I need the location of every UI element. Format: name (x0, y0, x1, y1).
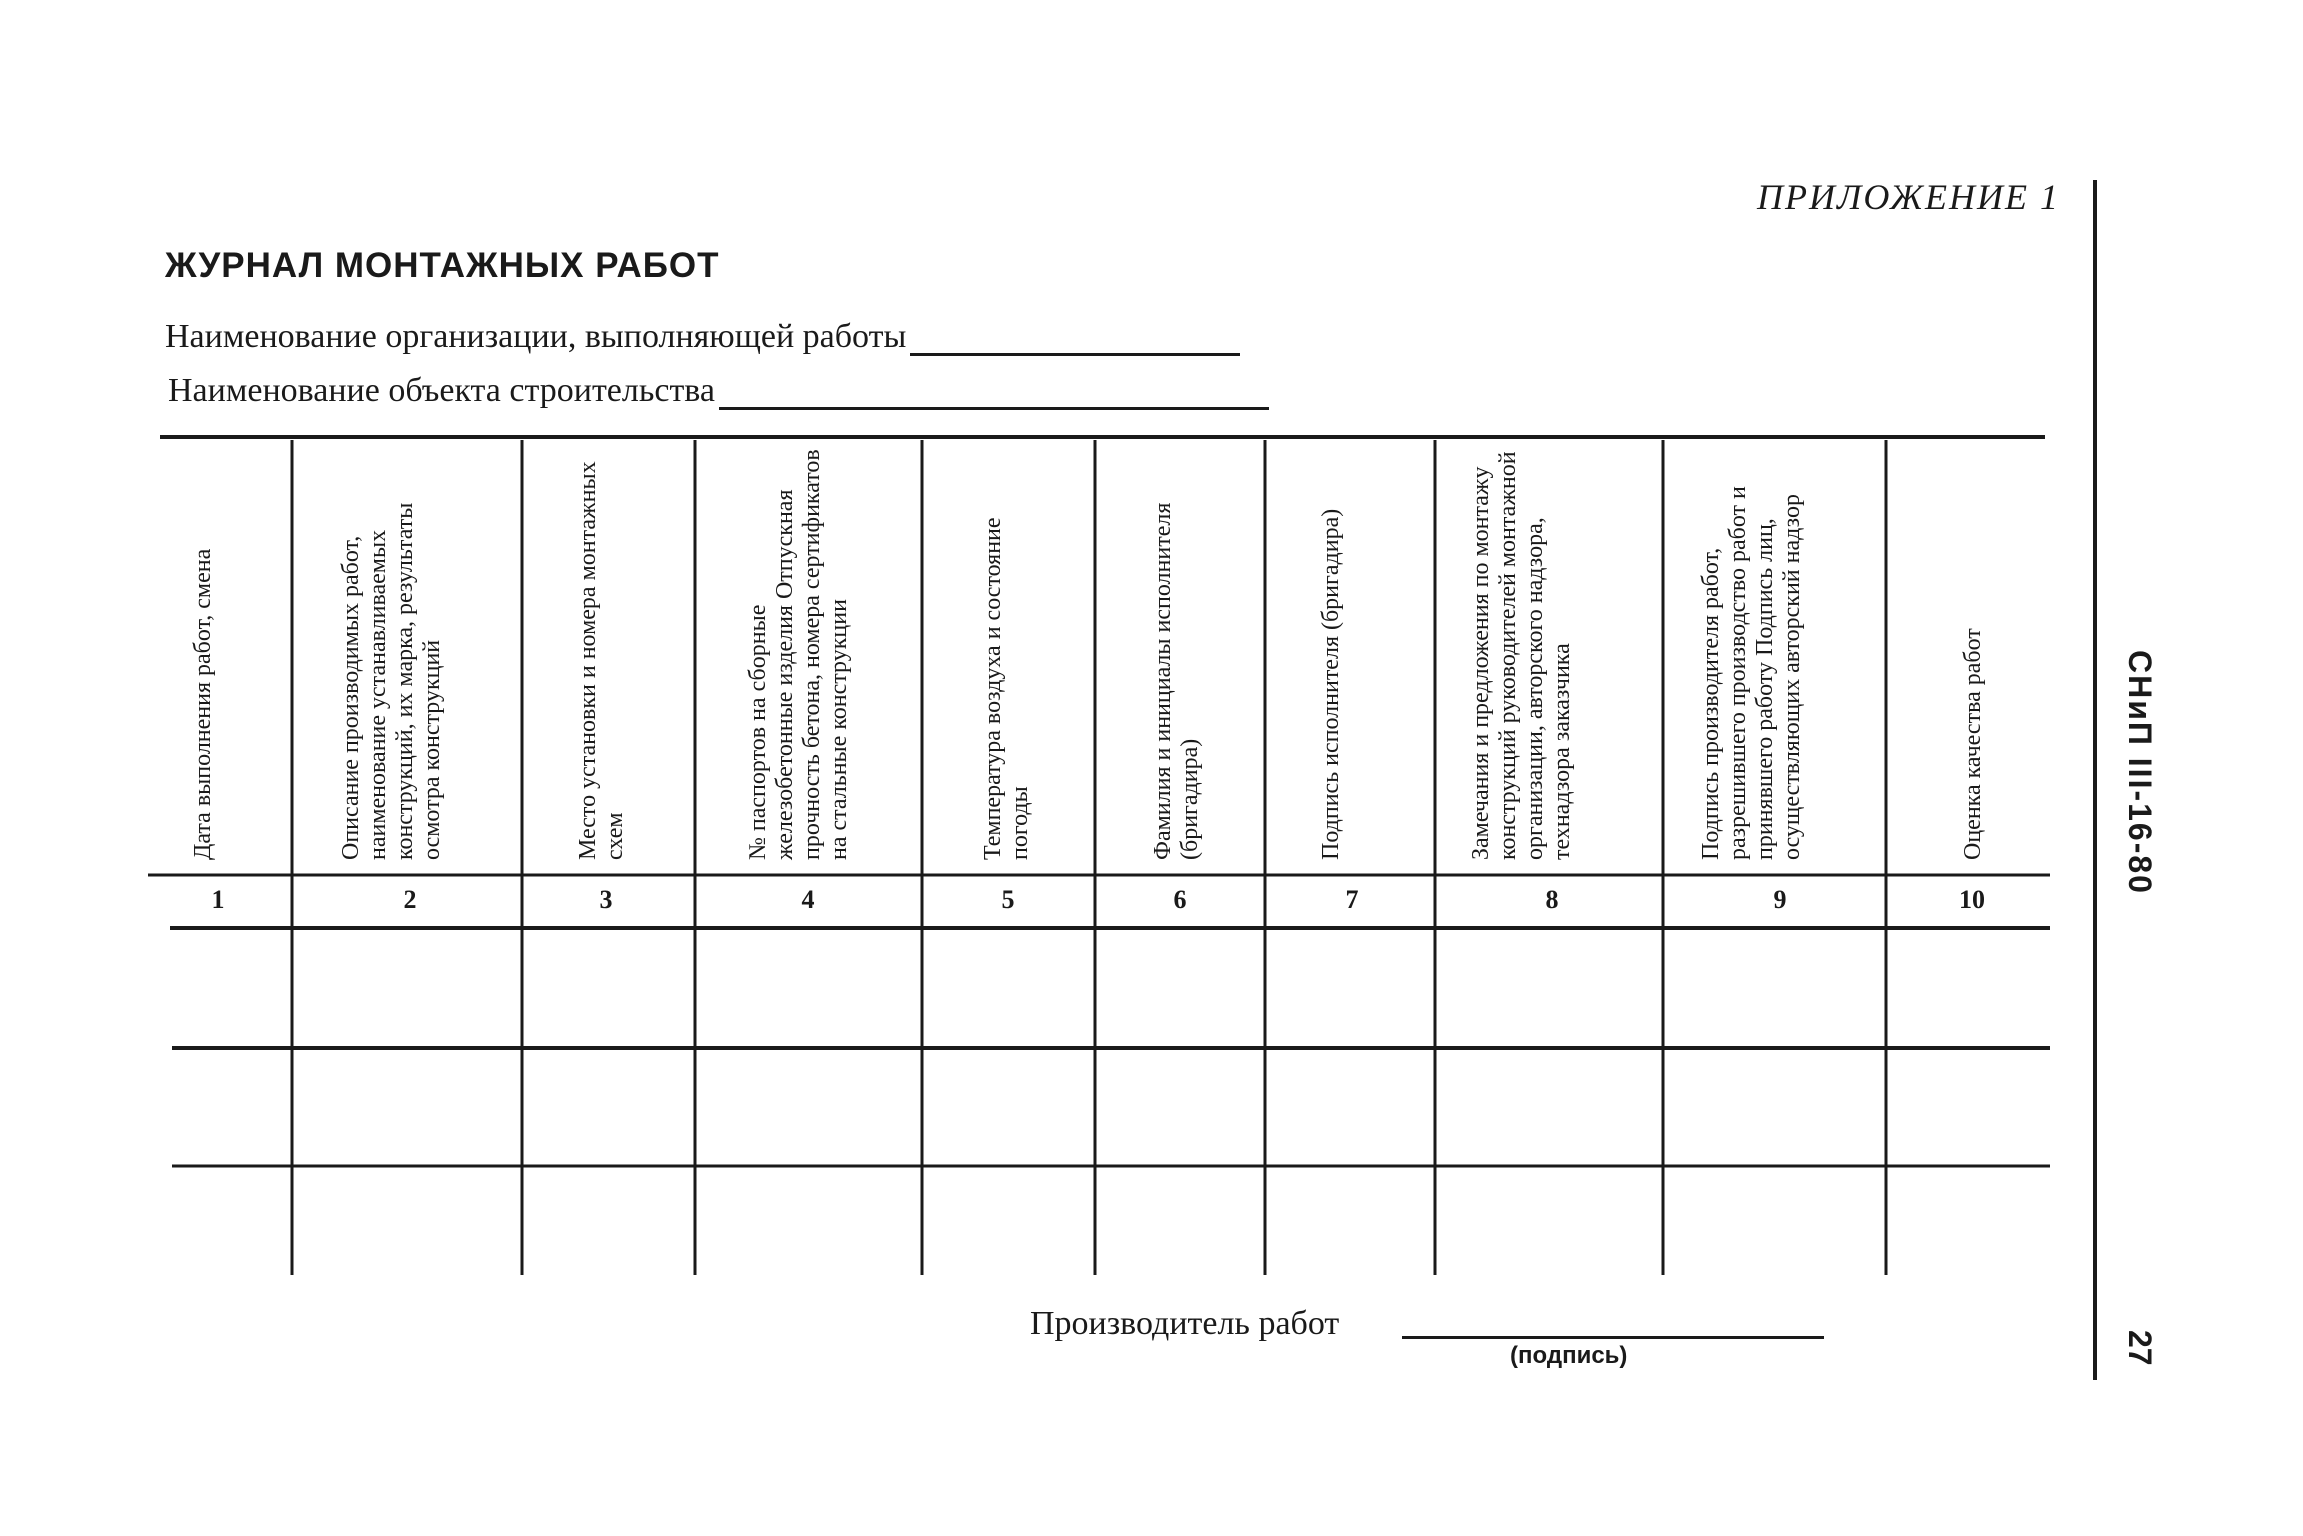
column-number-4: 4 (801, 885, 815, 914)
column-number-7: 7 (1345, 885, 1359, 914)
page-title: ЖУРНАЛ МОНТАЖНЫХ РАБОТ (165, 246, 720, 285)
column-header-4: № паспортов на сборные железобетонные изделия Отпускная прочность бетона, номера сертификатов на стальные конструкции (745, 449, 852, 860)
column-header-8: Замечания и предложения по монтажу конструкций руководителей монтажной организации, авторского надзора, технадзора заказчика (1468, 451, 1575, 860)
object-label: Наименование объекта строительства (168, 372, 716, 409)
column-number-1: 1 (211, 885, 225, 914)
column-number-6: 6 (1173, 885, 1187, 914)
appendix-label: ПРИЛОЖЕНИЕ 1 (1757, 177, 2060, 217)
column-number-9: 9 (1773, 885, 1787, 914)
right-margin-rule (2090, 180, 2100, 1380)
signature-line (1402, 1336, 1824, 1339)
organization-label: Наименование организации, выполняющей работы (165, 318, 907, 355)
column-header-10: Оценка качества работ (1960, 628, 1986, 860)
column-number-10: 10 (1959, 885, 1985, 914)
column-header-5: Температура воздуха и состояние погоды (980, 517, 1033, 860)
column-number-8: 8 (1545, 885, 1559, 914)
column-header-3: Место установки и номера монтажных схем (575, 461, 628, 860)
column-number-2: 2 (403, 885, 417, 914)
page-number: 27 (2122, 1330, 2158, 1366)
signer-label: Производитель работ (1030, 1305, 1340, 1342)
column-number-3: 3 (599, 885, 613, 914)
column-header-7: Подпись исполнителя (бригадира) (1318, 508, 1344, 860)
column-header-6: Фамилия и инициалы исполнителя (бригадира) (1150, 502, 1203, 860)
column-number-5: 5 (1001, 885, 1015, 914)
column-header-2: Описание производимых работ, наименование устанавливаемых конструкций, их марка, результаты осмотра конструкций (338, 502, 445, 860)
column-header-1: Дата выполнения работ, смена (190, 548, 216, 860)
document-code: СНиП III-16-80 (2122, 650, 2158, 895)
column-header-9: Подпись производителя работ, разрешившего производство работ и принявшего работу Подпись лиц, осуществляющих авторский надзор (1698, 486, 1805, 860)
signature-caption: (подпись) (1510, 1342, 1628, 1369)
